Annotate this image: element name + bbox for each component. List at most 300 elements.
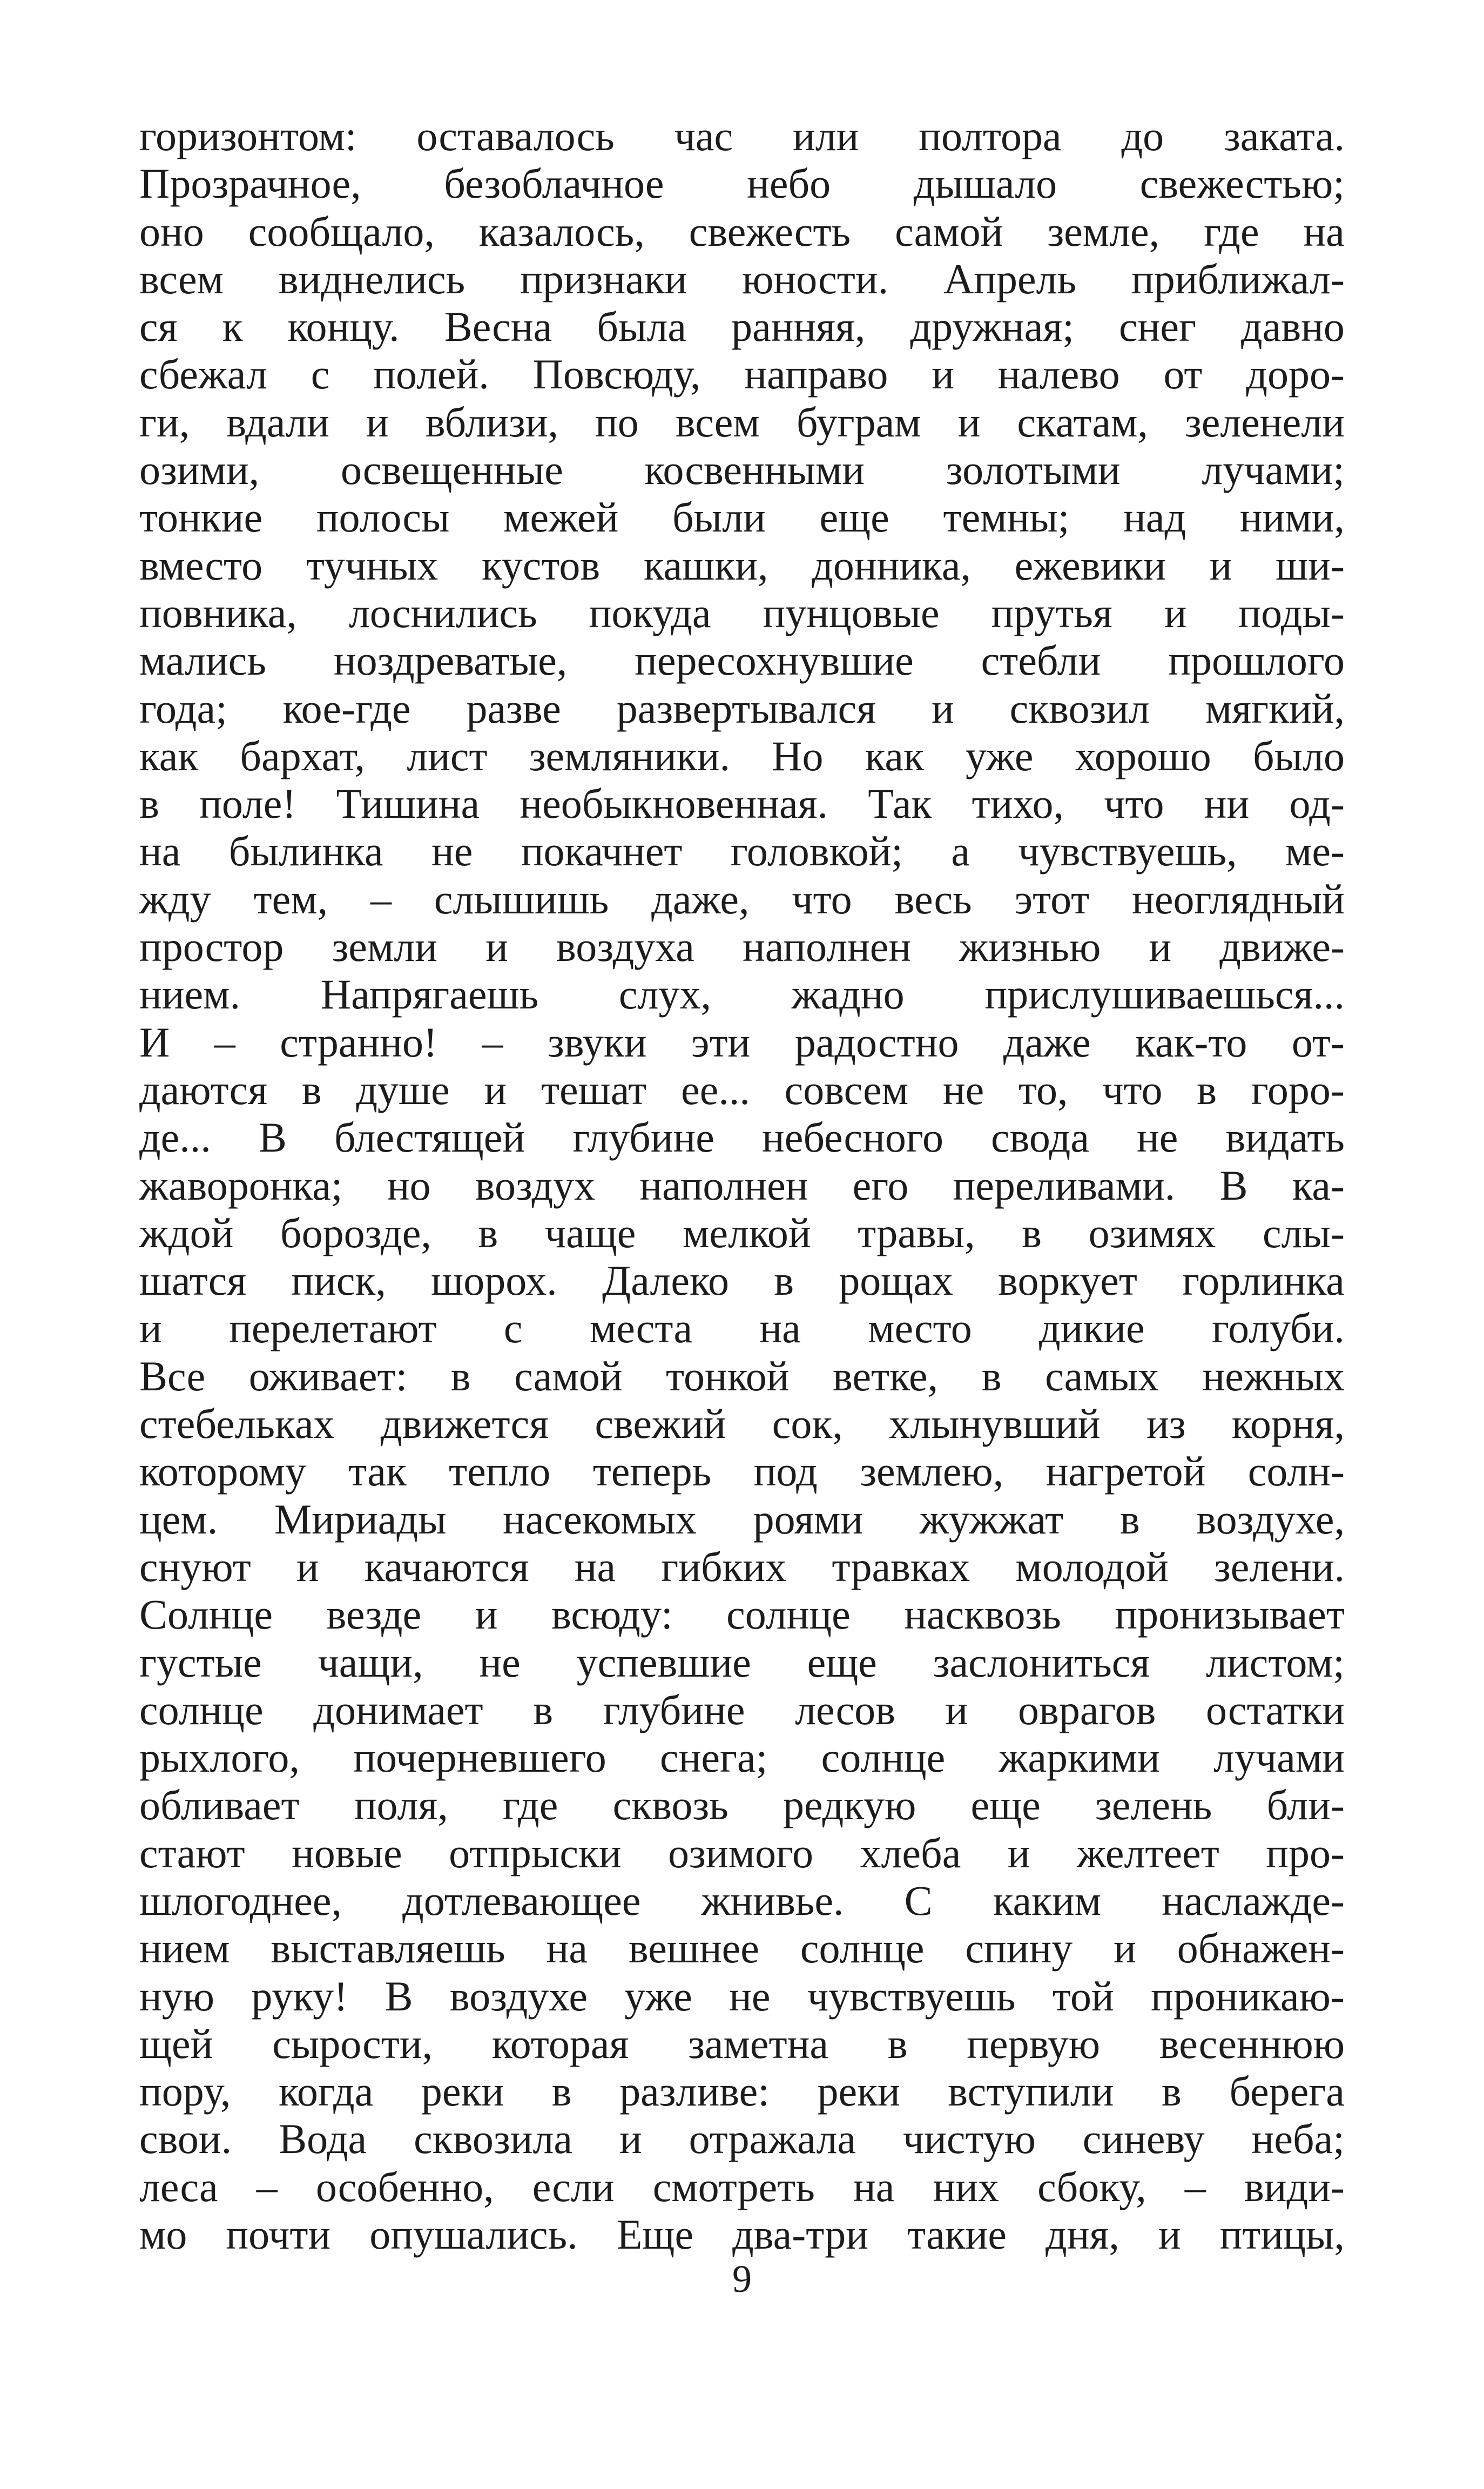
word: даже — [1003, 1018, 1091, 1066]
word: и — [485, 923, 508, 971]
text-line — [139, 1353, 1345, 1400]
word: мелкой — [682, 1209, 811, 1256]
word: и — [1209, 541, 1232, 589]
word: чистую — [902, 2115, 1036, 2163]
word: наполнен — [743, 923, 912, 971]
word: перелетают — [229, 1304, 437, 1352]
word: и — [366, 398, 389, 446]
word: – — [482, 1018, 503, 1066]
word: и — [484, 1066, 507, 1113]
word: повника, — [139, 589, 297, 636]
word: цем. — [139, 1495, 218, 1543]
word: не — [942, 1066, 984, 1113]
word: и — [1164, 589, 1187, 636]
text-line — [139, 780, 1345, 828]
word: бархат, — [240, 732, 366, 779]
word: вешнее — [628, 1925, 759, 1972]
word: вместо — [139, 541, 263, 589]
word: рощах — [839, 1257, 953, 1304]
word: воркует — [998, 1257, 1137, 1304]
text-line — [139, 1543, 1345, 1591]
word: так — [348, 1448, 407, 1495]
word: движе- — [1219, 923, 1345, 971]
text-line — [139, 923, 1345, 971]
word: в — [551, 2068, 572, 2115]
word: чащи, — [318, 1638, 423, 1686]
word: самой — [514, 1352, 623, 1400]
word: про- — [1266, 1829, 1345, 1876]
word: донника, — [812, 541, 971, 589]
word: на — [139, 828, 181, 875]
text-line — [139, 1877, 1345, 1925]
word: той — [1052, 1972, 1114, 2020]
word: голуби. — [1212, 1304, 1345, 1352]
word: на — [853, 2163, 895, 2210]
word: оставалось — [416, 112, 615, 159]
word: весь — [894, 875, 972, 923]
word: птицы, — [1219, 2211, 1345, 2258]
text-line — [139, 637, 1345, 684]
word: до — [1121, 112, 1164, 159]
word: Все — [139, 1352, 206, 1400]
word: душе — [356, 1066, 450, 1113]
word: в — [450, 1352, 471, 1400]
word: освещенные — [340, 446, 563, 494]
word: прислушиваешься... — [984, 971, 1345, 1018]
word: чаще — [544, 1209, 636, 1256]
word: приближал- — [1131, 255, 1345, 302]
word: полосы — [316, 494, 450, 541]
word: золотыми — [946, 446, 1121, 494]
word: не — [729, 1972, 771, 2020]
word: од- — [1289, 780, 1345, 828]
word: озимого — [668, 1829, 814, 1876]
word: то, — [1018, 1066, 1068, 1113]
word: воздухе, — [1196, 1495, 1345, 1543]
word: ранняя, — [731, 303, 866, 351]
word: Солнце — [139, 1591, 273, 1638]
word: сбежал — [139, 351, 267, 398]
word: успевшие — [576, 1638, 751, 1686]
word: корня, — [1231, 1400, 1345, 1448]
word: концу. — [287, 303, 400, 351]
word: тонкие — [139, 494, 263, 541]
text-line — [139, 208, 1345, 255]
word: Но — [772, 732, 824, 779]
word: свежесть — [689, 207, 851, 255]
word: насквозь — [904, 1591, 1061, 1638]
word: горизонтом: — [139, 112, 357, 159]
word: солнце — [139, 1686, 264, 1733]
word: жизнью — [959, 923, 1101, 971]
word: если — [532, 2163, 615, 2210]
word: сок, — [772, 1400, 843, 1448]
word: Так — [868, 780, 932, 828]
text-line — [139, 971, 1345, 1018]
text-line — [139, 1400, 1345, 1448]
word: заката. — [1224, 112, 1345, 159]
word: Вода — [279, 2115, 367, 2163]
text-line — [139, 1448, 1345, 1495]
word: дружная; — [910, 303, 1074, 351]
text-line — [139, 1591, 1345, 1638]
word: в — [774, 1257, 794, 1304]
word: снег — [1118, 303, 1196, 351]
word: Мириады — [274, 1495, 447, 1543]
word: глубине — [572, 1114, 714, 1161]
word: развертывался — [616, 684, 876, 732]
word: воздуха — [556, 923, 694, 971]
word: ги, — [139, 398, 190, 446]
word: В — [1219, 1161, 1248, 1209]
word: реки — [817, 2068, 900, 2115]
word: тешат — [541, 1066, 647, 1113]
word: остатки — [1206, 1686, 1345, 1733]
word: разве — [466, 684, 561, 732]
word: налево — [997, 351, 1120, 398]
word: ме- — [1285, 828, 1345, 875]
text-line — [139, 2068, 1345, 2115]
word: которому — [139, 1448, 306, 1495]
word: еще — [807, 1638, 877, 1686]
word: отпрыски — [449, 1829, 622, 1876]
word: весеннюю — [1159, 2020, 1345, 2067]
text-line — [139, 2020, 1345, 2068]
word: чувствуешь — [807, 1972, 1016, 2020]
word: пересохнувшие — [635, 637, 914, 684]
word: пунцовые — [763, 589, 940, 636]
word: Прозрачное, — [139, 160, 361, 207]
word: стебельках — [139, 1400, 335, 1448]
word: нием. — [139, 971, 240, 1018]
word: желтеет — [1076, 1829, 1219, 1876]
word: роями — [753, 1495, 864, 1543]
word: где — [502, 1781, 558, 1829]
word: хлынувший — [889, 1400, 1101, 1448]
word: ка- — [1292, 1161, 1345, 1209]
word: писк, — [291, 1257, 386, 1304]
word: косвенными — [644, 446, 865, 494]
word: леса — [139, 2163, 218, 2210]
text-line — [139, 1257, 1345, 1304]
text-line — [139, 828, 1345, 875]
word: ную — [139, 1972, 215, 2020]
text-line — [139, 255, 1345, 303]
word: мягкий, — [1205, 684, 1345, 732]
word: спину — [965, 1925, 1073, 1972]
text-line — [139, 876, 1345, 923]
word: почти — [226, 2211, 331, 2258]
word: оживает: — [248, 1352, 408, 1400]
word: свежестью; — [1139, 160, 1345, 207]
word: его — [852, 1161, 909, 1209]
word: ее... — [681, 1066, 750, 1113]
body-text — [139, 112, 1345, 2258]
word: сквозь — [612, 1781, 728, 1829]
word: сквозила — [414, 2115, 573, 2163]
word: еще — [819, 494, 889, 541]
text-line — [139, 2115, 1345, 2163]
word: глубине — [603, 1686, 745, 1733]
word: – — [256, 2163, 278, 2210]
word: лесов — [795, 1686, 896, 1733]
word: от — [1163, 351, 1203, 398]
word: сбоку, — [1037, 2163, 1146, 2210]
word: дотлевающее — [402, 1876, 641, 1924]
word: заслониться — [933, 1638, 1150, 1686]
word: слышишь — [434, 875, 609, 923]
word: что — [792, 875, 852, 923]
word: травках — [832, 1543, 970, 1590]
word: насекомых — [503, 1495, 697, 1543]
word: сквозил — [1009, 684, 1150, 732]
word: казалось, — [478, 207, 645, 255]
word: хорошо — [1075, 732, 1211, 779]
word: руку! — [251, 1972, 348, 2020]
word: листом; — [1206, 1638, 1345, 1686]
word: даже, — [651, 875, 750, 923]
word: видать — [1225, 1114, 1345, 1161]
word: них — [933, 2163, 999, 2210]
text-line — [139, 1304, 1345, 1352]
word: вступили — [948, 2068, 1114, 2115]
word: солнце — [726, 1591, 851, 1638]
word: смотреть — [652, 2163, 815, 2210]
word: хлеба — [860, 1829, 961, 1876]
word: на — [1303, 207, 1345, 255]
word: в — [533, 1686, 554, 1733]
word: пронизывает — [1115, 1591, 1345, 1638]
word: горо- — [1251, 1066, 1345, 1113]
word: наполнен — [639, 1161, 808, 1209]
word: травы, — [858, 1209, 975, 1256]
word: еще — [970, 1781, 1041, 1829]
word: в — [301, 1066, 322, 1113]
word: доро- — [1246, 351, 1345, 398]
word: жаворонка; — [139, 1161, 343, 1209]
text-line — [139, 1209, 1345, 1257]
word: вблизи, — [425, 398, 558, 446]
word: блестящей — [334, 1114, 525, 1161]
word: в — [478, 1209, 498, 1256]
word: юности. — [742, 255, 889, 302]
word: слы- — [1263, 1209, 1345, 1256]
text-line — [139, 1066, 1345, 1114]
text-line — [139, 494, 1345, 541]
word: поля, — [354, 1781, 448, 1829]
word: ветке, — [833, 1352, 939, 1400]
word: что — [1102, 1066, 1163, 1113]
word: прошлого — [1168, 637, 1345, 684]
text-line — [139, 1925, 1345, 1972]
word: поле! — [199, 780, 296, 828]
word: Далеко — [602, 1257, 729, 1304]
word: шорох. — [431, 1257, 557, 1304]
word: прутья — [991, 589, 1112, 636]
word: проникаю- — [1151, 1972, 1345, 2020]
word: солнце — [821, 1734, 946, 1781]
word: Тишина — [336, 780, 480, 828]
word: направо — [744, 351, 888, 398]
word: и — [139, 1304, 162, 1352]
word: жадно — [791, 971, 905, 1018]
word: качаются — [364, 1543, 529, 1590]
word: реки — [421, 2068, 504, 2115]
word: неоглядный — [1132, 875, 1345, 923]
word: Еще — [616, 2211, 694, 2258]
word: и — [932, 684, 954, 732]
word: в — [1022, 1209, 1042, 1256]
text-line — [139, 542, 1345, 589]
word: и — [475, 1591, 498, 1638]
word: небесного — [761, 1114, 943, 1161]
word: на — [574, 1543, 616, 1590]
word: и — [1149, 923, 1172, 971]
word: скатам, — [1017, 398, 1148, 446]
word: которая — [491, 2020, 629, 2067]
word: горлинка — [1182, 1257, 1345, 1304]
word: земли — [332, 923, 437, 971]
word: всем — [139, 255, 224, 302]
word: редкую — [783, 1781, 916, 1829]
word: и — [1158, 2211, 1181, 2258]
word: былинка — [228, 828, 383, 875]
word: по — [595, 398, 639, 446]
word: полтора — [919, 112, 1062, 159]
word: тонкой — [665, 1352, 790, 1400]
word: воздух — [475, 1161, 596, 1209]
word: заметна — [688, 2020, 828, 2067]
word: в — [887, 2020, 908, 2067]
word: была — [597, 303, 686, 351]
word: под — [753, 1448, 818, 1495]
word: чувствуешь, — [1018, 828, 1237, 875]
word: В — [385, 1972, 413, 2020]
text-line — [139, 1496, 1345, 1543]
word: сырости, — [272, 2020, 433, 2067]
text-line — [139, 446, 1345, 494]
word: выставляешь — [271, 1925, 505, 1972]
word: движется — [380, 1400, 549, 1448]
word: С — [904, 1876, 933, 1924]
word: почерневшего — [353, 1734, 606, 1781]
word: и — [957, 398, 981, 446]
word: а — [951, 828, 970, 875]
word: тучных — [306, 541, 439, 589]
word: полей. — [373, 351, 489, 398]
word: разливе: — [619, 2068, 770, 2115]
text-line — [139, 1781, 1345, 1829]
word: и — [945, 1686, 968, 1733]
word: межей — [503, 494, 619, 541]
word: Повсюду, — [532, 351, 701, 398]
word: солн- — [1247, 1448, 1345, 1495]
word: сообщало, — [248, 207, 435, 255]
word: шлогоднее, — [139, 1876, 342, 1924]
word: новые — [292, 1829, 402, 1876]
word: безоблачное — [444, 160, 664, 207]
text-line — [139, 1639, 1345, 1686]
word: каким — [993, 1876, 1102, 1924]
word: над — [1123, 494, 1186, 541]
word: темны; — [943, 494, 1070, 541]
word: ся — [139, 303, 178, 351]
word: нагретой — [1045, 1448, 1206, 1495]
text-line — [139, 589, 1345, 637]
word: уже — [966, 732, 1034, 779]
word: кашки, — [643, 541, 768, 589]
word: признаки — [520, 255, 687, 302]
word: В — [258, 1114, 287, 1161]
word: когда — [278, 2068, 374, 2115]
word: зелени. — [1213, 1543, 1345, 1590]
word: из — [1146, 1400, 1186, 1448]
word: И — [139, 1018, 170, 1066]
word: тем, — [253, 875, 328, 923]
page-number: 9 — [732, 2257, 752, 2300]
word: места — [589, 1304, 693, 1352]
word: не — [431, 828, 473, 875]
word: переливами. — [953, 1161, 1176, 1209]
text-line — [139, 351, 1345, 398]
word: и — [1114, 1925, 1136, 1972]
word: Напрягаешь — [320, 971, 539, 1018]
word: снуют — [139, 1543, 251, 1590]
text-line — [139, 1686, 1345, 1734]
word: странно! — [280, 1018, 437, 1066]
word: щей — [139, 2020, 213, 2067]
word: и — [932, 351, 954, 398]
word: зелень — [1095, 1781, 1212, 1829]
word: де... — [139, 1114, 211, 1161]
word: особенно, — [315, 2163, 494, 2210]
word: как-то — [1135, 1018, 1247, 1066]
word: в — [1162, 2068, 1182, 2115]
word: первую — [967, 2020, 1101, 2067]
word: отражала — [689, 2115, 856, 2163]
word: лист — [407, 732, 488, 779]
text-line — [139, 1734, 1345, 1781]
word: звуки — [547, 1018, 647, 1066]
word: как — [865, 732, 924, 779]
word: на — [546, 1925, 588, 1972]
word: жаркими — [999, 1734, 1160, 1781]
word: земле, — [1047, 207, 1160, 255]
word: в — [1119, 1495, 1140, 1543]
word: как — [139, 732, 199, 779]
word: озими, — [139, 446, 260, 494]
word: место — [868, 1304, 972, 1352]
word: в — [981, 1352, 1002, 1400]
word: нежных — [1202, 1352, 1345, 1400]
word: покачнет — [521, 828, 683, 875]
word: шатся — [139, 1257, 247, 1304]
text-line — [139, 732, 1345, 780]
word: оврагов — [1018, 1686, 1156, 1733]
word: – — [1184, 2163, 1206, 2210]
word: на — [759, 1304, 801, 1352]
word: вдали — [226, 398, 329, 446]
word: земляники. — [529, 732, 730, 779]
word: Апрель — [943, 255, 1077, 302]
word: неба; — [1251, 2115, 1345, 2163]
word: всем — [675, 398, 760, 446]
word: гибких — [661, 1543, 787, 1590]
word: нием — [139, 1925, 230, 1972]
word: борозде, — [280, 1209, 431, 1256]
word: в — [139, 780, 159, 828]
word: покуда — [589, 589, 711, 636]
